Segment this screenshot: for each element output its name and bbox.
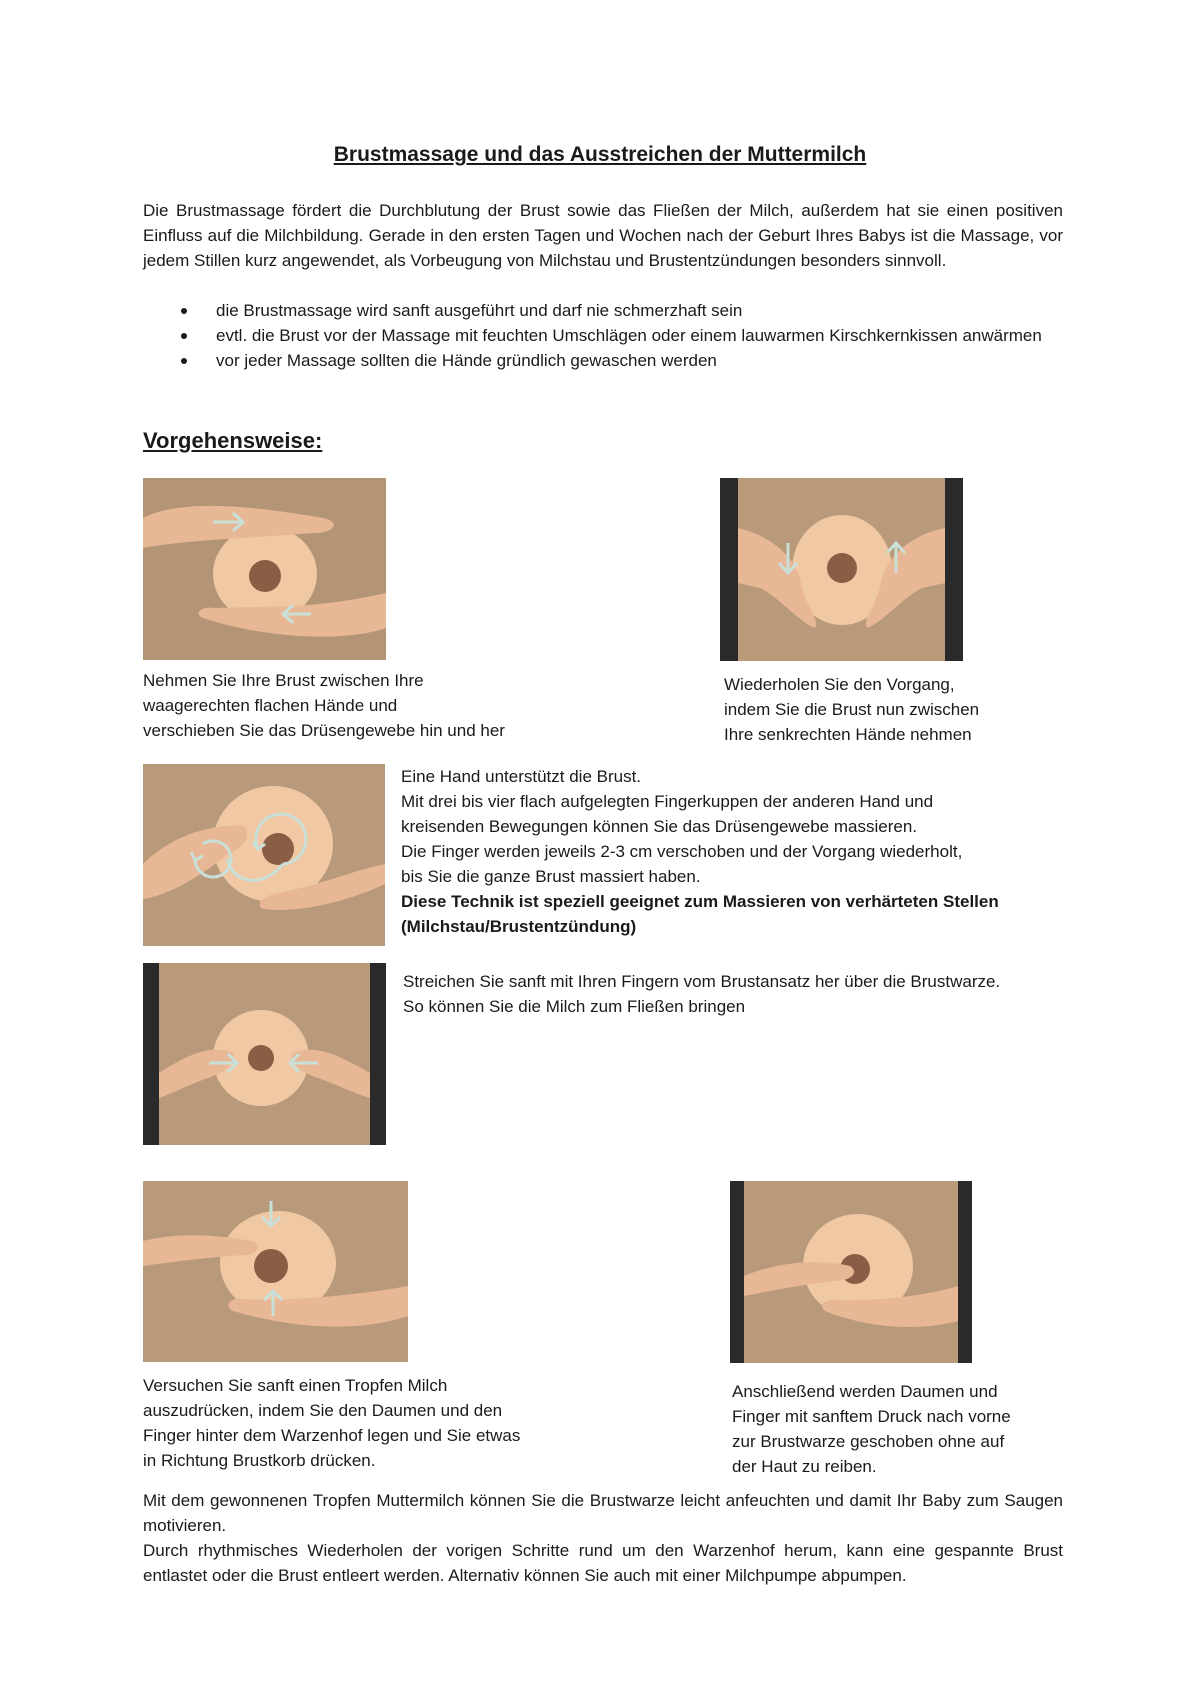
step3-caption: Eine Hand unterstützt die Brust. Mit drei bis vier flach aufgelegten Fingerkuppen der anderen Hand und kreisenden Bewegungen können Sie das Drüsengewebe massieren. Die Finger werden jeweils 2-3 cm verschoben und der Vorgang wiederholt, bis Sie die ganze Brust massiert haben. Diese Technik ist speziell geeignet zum Massieren von verhärteten Stellen (Milchstau/Brustentzündung) <box>401 767 999 936</box>
section-heading: Vorgehensweise: <box>143 428 323 453</box>
closing-paragraph: Mit dem gewonnenen Tropfen Muttermilch können Sie die Brustwarze leicht anfeuchten und damit Ihr Baby zum Saugen motivieren. Durch rhythmisches Wiederholen der vorigen Schritte rund um den Warzenhof herum, kann eine gespannte Brust entlastet oder die Brust entleert werden. Alternativ können Sie auch mit einer Milchpumpe abpumpen. <box>143 1491 1063 1585</box>
intro-paragraph: Die Brustmassage fördert die Durchblutung der Brust sowie das Fließen der Milch, außerdem hat sie einen positiven Einfluss auf die Milchbildung. Gerade in den ersten Tagen und Wochen nach der Geburt Ihres Babys ist die Massage, vor jedem Stillen kurz angewendet, als Vorbeugung von Milchstau und Brustentzündungen besonders sinnvoll. <box>143 201 1063 270</box>
list-item: vor jeder Massage sollten die Hände gründlich gewaschen werden <box>143 348 1063 373</box>
step1-caption: Nehmen Sie Ihre Brust zwischen Ihre waagerechten flachen Hände und verschieben Sie das Drüsengewebe hin und her <box>143 671 505 740</box>
tips-list <box>143 298 1063 373</box>
list-item: evtl. die Brust vor der Massage mit feuchten Umschlägen oder einem lauwarmen Kirschkernkissen anwärmen <box>143 323 1063 348</box>
step2-caption: Wiederholen Sie den Vorgang, indem Sie die Brust nun zwischen Ihre senkrechten Hände nehmen <box>724 675 980 744</box>
list-item: die Brustmassage wird sanft ausgeführt und darf nie schmerzhaft sein <box>143 298 1063 323</box>
step4-caption: Streichen Sie sanft mit Ihren Fingern vom Brustansatz her über die Brustwarze. So können Sie die Milch zum Fließen bringen <box>403 972 1001 1016</box>
step5-caption: Versuchen Sie sanft einen Tropfen Milch auszudrücken, indem Sie den Daumen und den Finger hinter dem Warzenhof legen und Sie etwas in Richtung Brustkorb drücken. <box>143 1376 521 1470</box>
step6-caption: Anschließend werden Daumen und Finger mit sanftem Druck nach vorne zur Brustwarze geschoben ohne auf der Haut zu reiben. <box>732 1382 1011 1476</box>
page-title: Brustmassage und das Ausstreichen der Muttermilch <box>333 143 867 166</box>
step6-photo <box>730 1181 972 1363</box>
step2-photo <box>720 478 963 661</box>
step1-photo <box>143 478 386 660</box>
step3-photo <box>143 764 385 946</box>
step5-photo <box>143 1181 408 1362</box>
step4-photo <box>143 963 386 1145</box>
